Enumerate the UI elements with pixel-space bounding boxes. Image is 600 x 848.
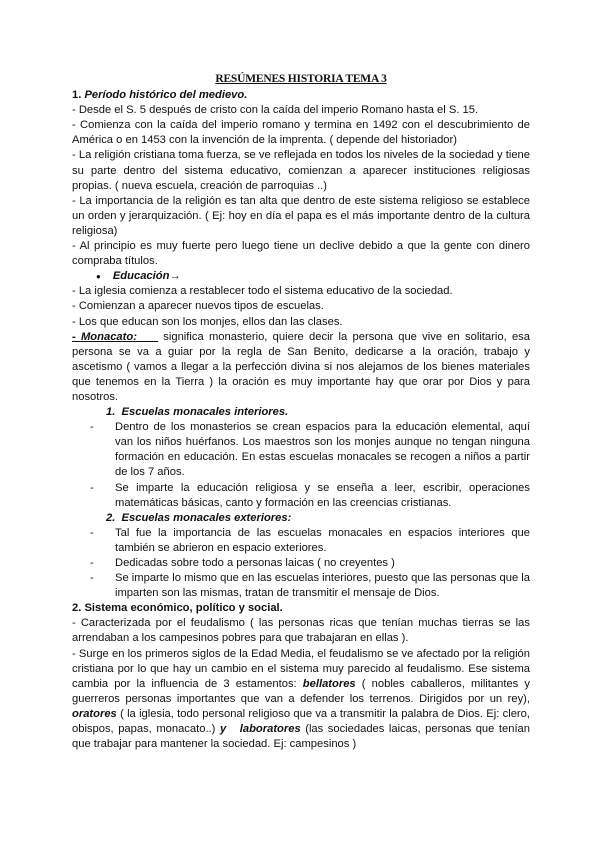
- dash-marker: -: [90, 526, 94, 539]
- term-oratores: oratores: [72, 707, 117, 720]
- monacato-text: significa monasterio, quiere decir la persona que vive en solitario, esa persona se va a guiar por la regla de San Benito, dedicarse a la oración, trabajo y ascetismo ( vamos a llegar a la perfección divina si nos alejamos de los bienes materiales que tenemos en la Tierra ) la oración es muy importante hay que orar por Dios y para nosotros.: [72, 330, 530, 403]
- paragraph: - Caracterizada por el feudalismo ( las personas ricas que tenían muchas tierras se las arrendaban a los campesinos pobres para que trabajaran en ellas ).: [72, 617, 530, 645]
- list-item-text: Dentro de los monasterios se crean espacios para la educación elemental, aquí van los niños huérfanos. Los maestros son los monjes aunque no tengan ninguna formación en educación. En estas escuelas monacales se recogen a niños a partir de los 7 años.: [115, 421, 530, 479]
- paragraph: - Al principio es muy fuerte pero luego tiene un declive debido a que la gente con dinero compraba títulos.: [72, 240, 530, 268]
- list-item: [72, 420, 530, 480]
- bullet-educacion: [72, 269, 530, 284]
- document-title: RESÚMENES HISTORIA TEMA 3: [215, 73, 387, 85]
- section-2-heading: 2. Sistema económico, político y social.: [72, 602, 283, 615]
- dash-marker: -: [90, 421, 94, 434]
- paragraph: - La iglesia comienza a restablecer todo el sistema educativo de la sociedad.: [72, 285, 453, 298]
- section-number: 1.: [72, 89, 85, 102]
- monacato-paragraph: [72, 330, 530, 405]
- list-item: [72, 556, 530, 571]
- term-bellatores: bellatores: [302, 677, 356, 690]
- subheading-exteriores: 2. Escuelas monacales exteriores:: [106, 511, 292, 524]
- list-item-text: Tal fue la importancia de las escuelas monacales en espacios interiores que también se abrieron en espacio exteriores.: [115, 526, 530, 554]
- bullet-icon: ●: [96, 272, 101, 282]
- dash-marker: -: [90, 481, 94, 494]
- document-page: [72, 72, 530, 752]
- paragraph: - La religión cristiana toma fuerza, se ve reflejada en todos los niveles de la sociedad y tiene su parte dentro del sistema educativo, comienzan a aparecer instituciones religiosas propias. ( nueva escuela, creación de parroquias ..): [72, 149, 530, 192]
- dash-marker: -: [90, 572, 94, 585]
- paragraph: - Comienzan a aparecer nuevos tipos de escuelas.: [72, 300, 324, 313]
- text: (las sociedades laicas, personas que tenían que trabajar para mantener la sociedad. Ej: campesinos ): [72, 723, 530, 751]
- list-item: [72, 526, 530, 556]
- term-laboratores: laboratores: [239, 723, 301, 736]
- text: ( la iglesia, todo personal religioso que va a transmitir la palabra de Dios. Ej: clero, obispos, papas, monacato..): [72, 707, 530, 736]
- conjunction: y: [219, 723, 240, 736]
- list-item-text: Dedicadas sobre todo a personas laicas ( no creyentes ): [115, 557, 395, 569]
- subheading-interiores: 1. Escuelas monacales interiores.: [106, 406, 289, 419]
- paragraph: - Los que educan son los monjes, ellos dan las clases.: [72, 315, 343, 328]
- estamentos-paragraph: [72, 647, 530, 753]
- paragraph: - La importancia de la religión es tan alta que dentro de este sistema religioso se establece un orden y jerarquización. ( Ej: hoy en día el papa es el más importante dentro de la cultura religiosa): [72, 194, 530, 237]
- section-1-heading: [72, 88, 530, 103]
- paragraph: - Desde el S. 5 después de cristo con la caída del imperio Romano hasta el S. 15.: [72, 104, 479, 117]
- list-item: [72, 481, 530, 511]
- dash-marker: -: [90, 557, 94, 569]
- section-title: Período histórico del medievo.: [84, 89, 248, 102]
- list-item: [72, 571, 530, 601]
- monacato-label: - Monacato:: [72, 330, 158, 343]
- bullet-label: Educación→: [112, 270, 181, 283]
- list-item-text: Se imparte la educación religiosa y se enseña a leer, escribir, operaciones matemáticas básicas, canto y formación en las creencias cristianas.: [115, 481, 530, 509]
- paragraph: - Comienza con la caída del imperio romano y termina en 1492 con el descubrimiento de América o en 1453 con la invención de la imprenta. ( depende del historiador): [72, 119, 530, 147]
- text: - Surge en los primeros siglos de la Edad Media, el feudalismo se ve afectado por la religión cristiana por lo que hay un cambio en el sistema muy parecido al feudalismo. Ese sistema cambia por la influencia de 3 estamentos:: [72, 647, 530, 690]
- list-item-text: Se imparte lo mismo que en las escuelas interiores, puesto que las personas que la imparten son las mismas, tratan de transmitir el mensaje de Dios.: [115, 572, 530, 600]
- text: ( nobles caballeros, militantes y guerreros personas importantes que van a defender los terrenos. Dirigidos por un rey),: [72, 677, 530, 705]
